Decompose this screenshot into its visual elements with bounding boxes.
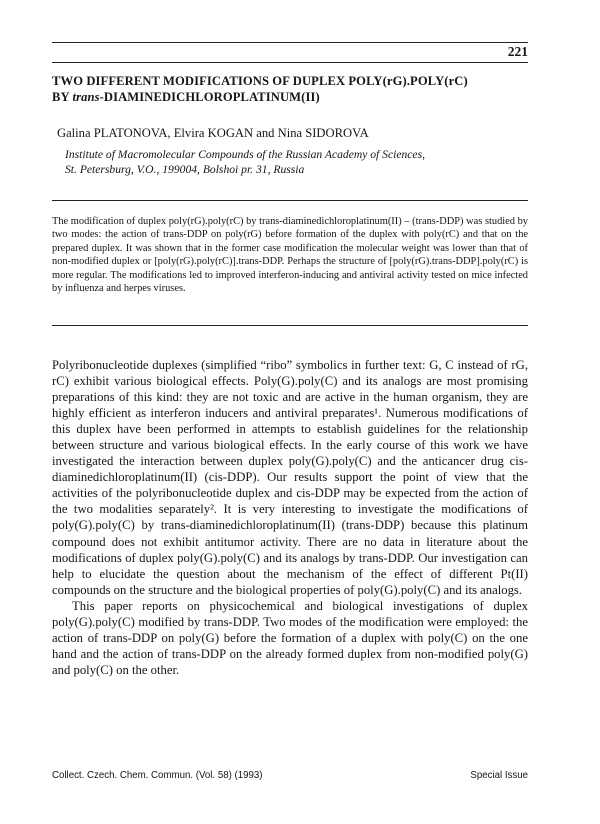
title-line-2-italic: trans [72, 89, 100, 104]
affiliation-line-1: Institute of Macromolecular Compounds of the Russian Academy of Sciences, [65, 148, 425, 161]
abstract-top-rule [52, 200, 528, 201]
footer-issue: Special Issue [470, 770, 528, 781]
footer-citation: Collect. Czech. Chem. Commun. (Vol. 58) (1993) [52, 770, 263, 781]
affiliation [65, 148, 535, 177]
title-line-2-prefix: BY [52, 89, 73, 104]
authors: Galina PLATONOVA, Elvira KOGAN and Nina SIDOROVA [57, 126, 369, 140]
body-paragraph-1: Polyribonucleotide duplexes (simplified “ribo” symbolics in further text: G, C instead of rG, rC) exhibit various biological effects. Poly(G).poly(C) and its analogs are most promising preparations of this kind: they are not toxic and are active in the human organism, they are highly efficient as interferon inducers and antiviral preparates¹. Numerous modifications of this duplex have been performed in attempts to establish guidelines for the relationship between structure and various biological effects. In the early course of this work we have investigated the interaction between duplex poly(G).poly(C) and the anticancer drug cis-diaminedichloroplatinum(II) (cis-DDP). Our results support the point of view that the activities of the polyribonucleotide duplex and cis-DDP may be expected from the action of the two modalities separately². It is very interesting to investigate the modifications of poly(G).poly(C) by trans-diaminedichloroplatinum(II) (trans-DDP) because this platinum compound does not exhibit antitumor activity. There are no data in literature about the modifications of duplex poly(G).poly(C) and its analogs by trans-DDP. Our investigation can help to elucidate the question about the mechanism of the effect of different Pt(II) compounds on the structure and the biological properties of poly(G).poly(C) and its analogs. [52, 358, 528, 597]
abstract: The modification of duplex poly(rG).poly(rC) by trans-diaminedichloroplatinum(II) – (trans-DDP) was studied by two modes: the action of trans-DDP on poly(rG) before formation of the duplex with poly(rC) and that on the prepared duplex. It was shown that in the former case modification the molecular weight was lower than that of non-modified duplex or [poly(rG).poly(rC)].trans-DDP. Perhaps the structure of [poly(rG).trans-DDP].poly(rC) is more regular. The modifications led to improved interferon-inducing and antiviral activity tested on mice infected by influenza and herpes viruses. [52, 216, 528, 295]
page-number: 221 [507, 44, 528, 59]
article-body [52, 357, 528, 678]
abstract-bottom-rule [52, 325, 528, 326]
article-title [52, 74, 528, 105]
title-line-1: TWO DIFFERENT MODIFICATIONS OF DUPLEX POLY(rG).POLY(rC) [52, 74, 468, 88]
affiliation-line-2: St. Petersburg, V.O., 199004, Bolshoi pr. 31, Russia [65, 162, 305, 176]
body-paragraph-2: This paper reports on physicochemical and biological investigations of duplex poly(G).poly(C) modified by trans-DDP. Two modes of the modification were employed: the action of trans-DDP on poly(G) before the formation of a duplex with poly(C) on the one hand and the action of trans-DDP on the already formed duplex from non-modified poly(G) and poly(C) on the other. [52, 598, 528, 677]
header-rule-lower [52, 62, 528, 63]
header-rule [52, 42, 528, 43]
title-line-2-rest: -DIAMINEDICHLOROPLATINUM(II) [99, 89, 320, 104]
